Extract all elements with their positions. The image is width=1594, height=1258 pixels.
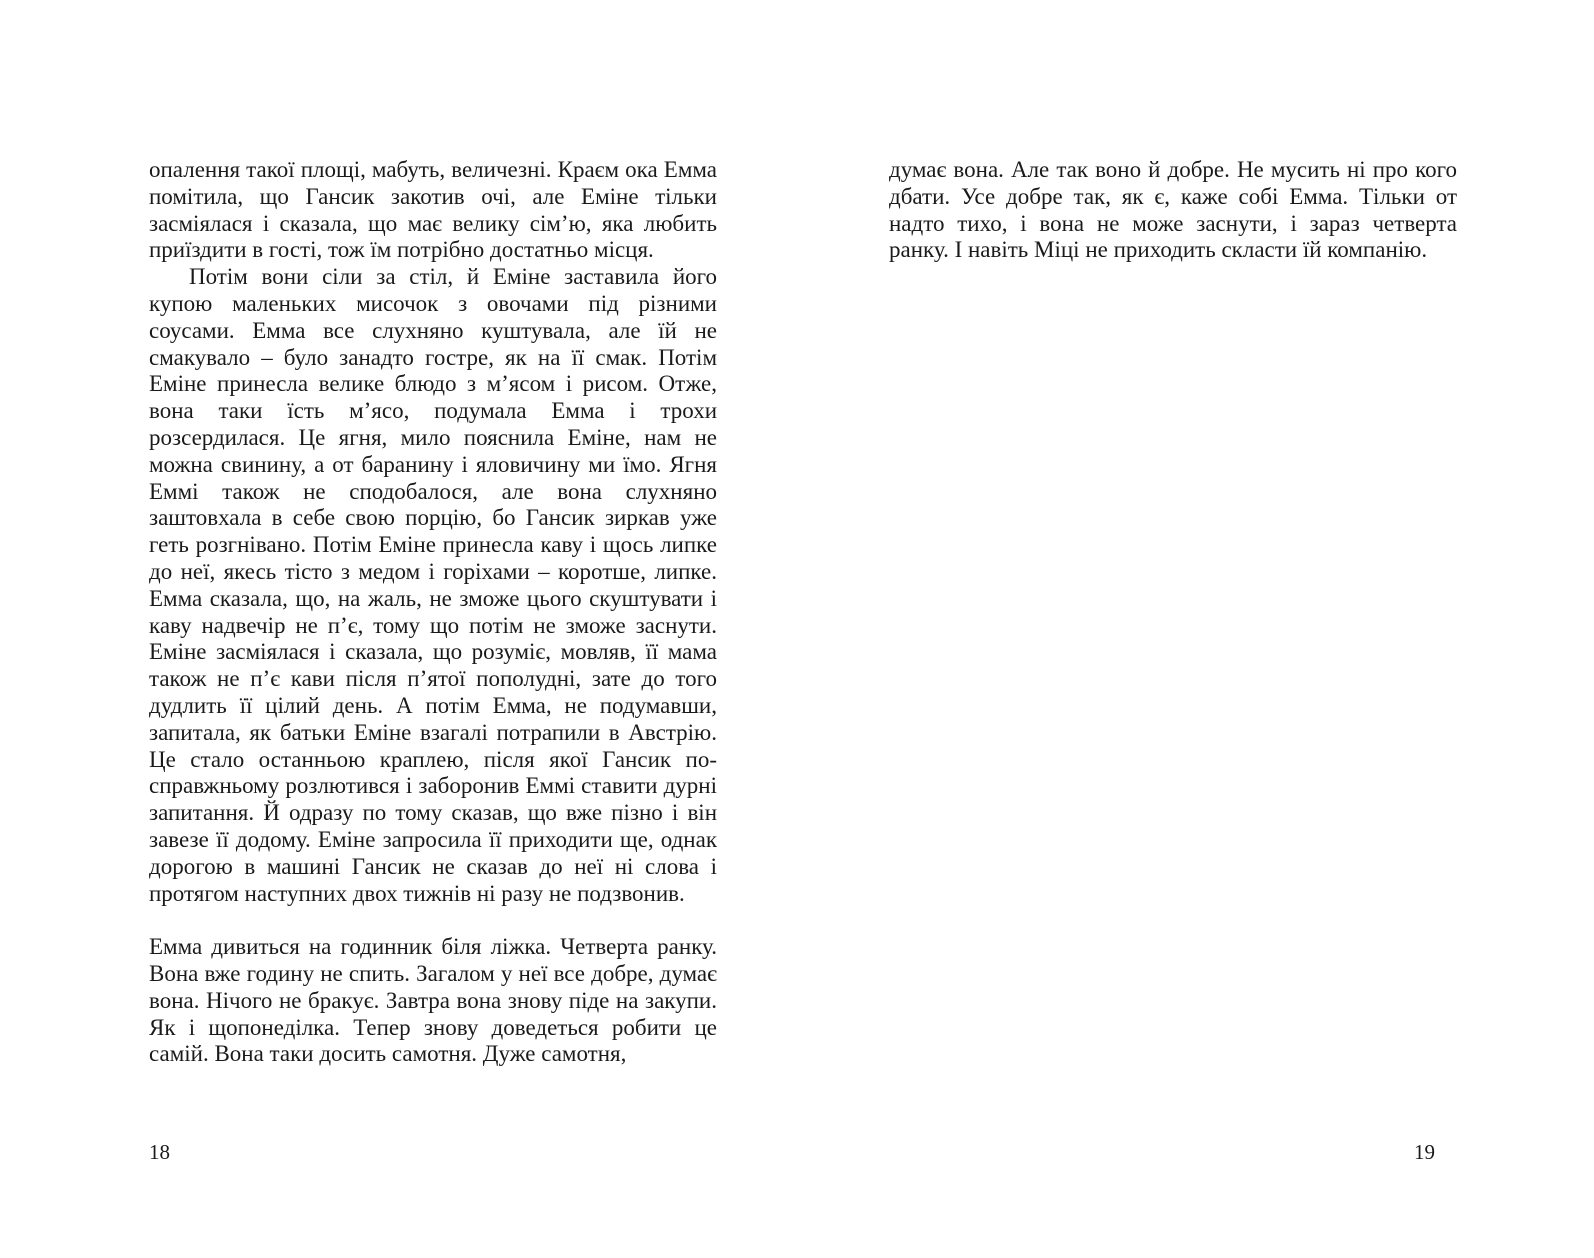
left-page-text — [149, 157, 717, 1068]
right-page — [797, 0, 1594, 1258]
page-number-right: 19 — [1414, 1140, 1435, 1164]
right-page-text — [889, 157, 1457, 264]
page-number-left: 18 — [149, 1140, 170, 1164]
paragraph: опалення такої площі, мабуть, величезні. Краєм ока Емма помітила, що Гансик закотив очі, але Еміне тільки засміялася і сказала, що має велику сім’ю, яка любить приїздити в гості, тож їм потрібно достатньо місця. — [149, 157, 717, 263]
paragraph: Потім вони сіли за стіл, й Еміне заставила його купою маленьких мисочок з овочами під різними соусами. Емма все слухняно куштувала, але їй не смакувало – було занадто гостре, як на її смак. Потім Еміне принесла велике блюдо з м’ясом і рисом. Отже, вона таки їсть м’ясо, подумала Емма і трохи розсердилася. Це ягня, мило пояснила Еміне, нам не можна свинину, а от баранину і яловичину ми їмо. Ягня Еммі також не сподобалося, але вона слухняно заштовхала в себе свою порцію, бо Гансик зиркав уже геть розгнівано. Потім Еміне принесла каву і щось липке до неї, якесь тісто з медом і горіхами – коротше, липке. Емма сказала, що, на жаль, не зможе цього скуштувати і каву надвечір не п’є, тому що потім не зможе заснути. Еміне засміялася і сказала, що розуміє, мовляв, її мама також не п’є кави після п’ятої пополудні, зате до того дудлить її цілий день. А потім Емма, не подумавши, запитала, як батьки Еміне взагалі потрапили в Австрію. Це стало останньою краплею, після якої Гансик по-справжньому розлютився і заборонив Еммі ставити дурні запитання. Й одразу по тому сказав, що вже пізно і він завезе її додому. Еміне запросила її приходити ще, однак дорогою в машині Гансик не сказав до неї ні слова і протягом наступних двох тижнів ні разу не подзвонив. — [149, 264, 717, 906]
paragraph: думає вона. Але так воно й добре. Не мусить ні про кого дбати. Усе добре так, як є, каже собі Емма. Тільки от надто тихо, і вона не може заснути, і зараз четверта ранку. І навіть Міці не приходить скласти їй компанію. — [889, 157, 1457, 263]
paragraph: Емма дивиться на годинник біля ліжка. Четверта ранку. Вона вже годину не спить. Загалом у неї все добре, думає вона. Нічого не бракує. Завтра вона знову піде на закупи. Як і щопонеділка. Тепер знову доведеться робити це самій. Вона таки досить самотня. Дуже самотня, — [149, 934, 717, 1067]
